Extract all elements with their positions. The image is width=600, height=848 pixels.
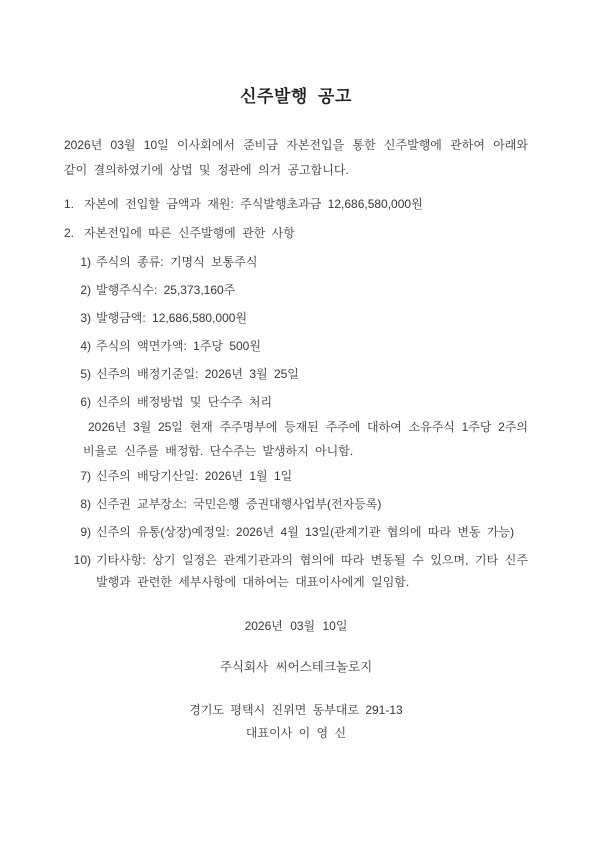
sub-list-item — [72, 493, 528, 515]
footer-date: 2026년 03월 10일 — [244, 619, 348, 633]
list-item — [64, 222, 528, 244]
item-list — [64, 193, 528, 593]
ceo-name: 대표이사 이 영 신 — [245, 726, 347, 740]
item-text: 신주의 배정방법 및 단수주 처리 — [96, 395, 273, 409]
intro-paragraph: 2026년 03월 10일 이사회에서 준비금 자본전입을 통한 신주발행에 관하여 아래와 같이 결의하였기에 상법 및 정관에 의거 공고합니다. — [64, 138, 528, 177]
item-number: 10) — [73, 553, 91, 567]
company-address-block — [64, 699, 528, 745]
item-text: 발행금액: 12,686,580,000원 — [96, 311, 248, 325]
item-text: 주식의 액면가액: 1주당 500원 — [96, 339, 261, 353]
item-number: 1. — [64, 197, 75, 211]
sub-list-item — [72, 521, 528, 543]
item-number: 1) — [80, 255, 91, 269]
item-number: 5) — [80, 367, 91, 381]
item-text: 신주의 배정기준일: 2026년 3월 25일 — [96, 367, 299, 381]
item-number: 4) — [80, 339, 91, 353]
item-text: 발행주식수: 25,373,160주 — [96, 283, 236, 297]
item-number: 2) — [80, 283, 91, 297]
sub-list-item — [72, 307, 528, 329]
allocation-note: 2026년 3월 25일 현재 주주명부에 등재된 주주에 대하여 소유주식 1주당 2주의 비율로 신주를 배정함. 단수주는 발생하지 아니함. — [83, 420, 529, 458]
page-title: 신주발행 공고 — [240, 87, 352, 106]
item-text: 신주의 배당기산일: 2026년 1월 1일 — [96, 469, 293, 483]
company-name: 주식회사 씨어스테크놀로지 — [219, 660, 373, 674]
company-address: 경기도 평택시 진위면 동부대로 291-13 — [189, 703, 403, 717]
item-text: 신주의 유통(상장)예정일: 2026년 4월 13일(관계기관 협의에 따라 변동 가능) — [96, 525, 515, 539]
item-number: 8) — [80, 497, 91, 511]
sub-list-item — [72, 549, 528, 593]
item-text: 자본에 전입할 금액과 재원: 주식발행초과금 12,686,580,000원 — [84, 197, 423, 211]
sub-list-item — [72, 279, 528, 301]
item-number: 2. — [64, 226, 75, 240]
item-text: 자본전입에 따른 신주발행에 관한 사항 — [84, 226, 295, 240]
sub-list-item — [72, 335, 528, 357]
item-text: 주식의 종류: 기명식 보통주식 — [96, 255, 258, 269]
item-text: 기타사항: 상기 일정은 관계기관과의 협의에 따라 변동될 수 있으며, 기타 신주 발행과 관련한 세부사항에 대하여는 대표이사에게 일임함. — [96, 553, 528, 589]
sub-list-item — [72, 363, 528, 385]
sub-list-item — [72, 391, 528, 413]
sub-list-item — [72, 251, 528, 273]
item-number: 6) — [80, 395, 91, 409]
item-number: 3) — [80, 311, 91, 325]
list-item — [64, 193, 528, 215]
sub-list-item — [72, 465, 528, 487]
item-number: 9) — [80, 525, 91, 539]
item-number: 7) — [80, 469, 91, 483]
item-text: 신주권 교부장소: 국민은행 증권대행사업부(전자등록) — [96, 497, 382, 511]
